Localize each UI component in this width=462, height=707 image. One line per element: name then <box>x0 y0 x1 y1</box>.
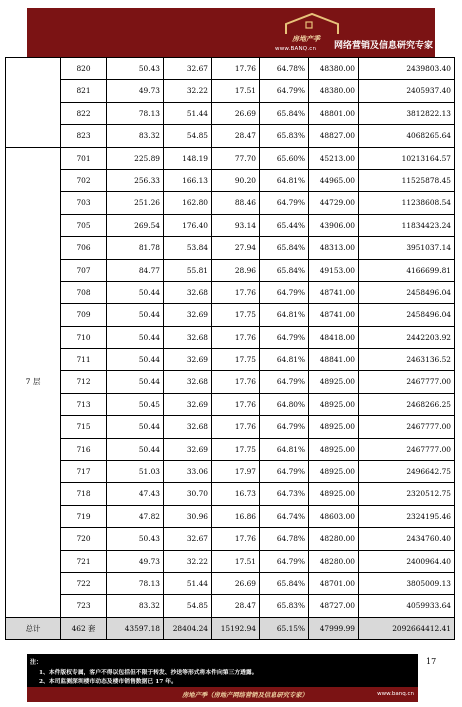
room-cell: 707 <box>61 259 107 281</box>
table-row <box>6 371 455 393</box>
efficiency-cell: 65.60% <box>260 147 309 169</box>
shared-area-cell: 17.75 <box>212 304 260 326</box>
table-row <box>6 58 455 80</box>
notes-title: 注： <box>30 659 43 666</box>
efficiency-cell: 65.84% <box>260 102 309 124</box>
total-price-cell: 2434760.40 <box>359 528 455 550</box>
usable-area-cell: 33.06 <box>164 461 212 483</box>
shared-area-cell: 17.76 <box>212 528 260 550</box>
area-cell: 78.13 <box>107 102 164 124</box>
shared-area-cell: 26.69 <box>212 572 260 594</box>
unit-price-cell: 48925.00 <box>309 483 359 505</box>
area-cell: 47.43 <box>107 483 164 505</box>
unit-price-cell: 48603.00 <box>309 505 359 527</box>
efficiency-cell: 64.79% <box>260 461 309 483</box>
room-cell: 706 <box>61 237 107 259</box>
header-title: 网络营销及信息研究专家 <box>334 41 434 51</box>
area-cell: 256.33 <box>107 169 164 191</box>
area-cell: 269.54 <box>107 214 164 236</box>
efficiency-cell: 64.81% <box>260 304 309 326</box>
header-banner <box>27 8 435 58</box>
room-cell: 701 <box>61 147 107 169</box>
shared-area-cell: 27.94 <box>212 237 260 259</box>
table-row <box>6 393 455 415</box>
usable-area-cell: 32.68 <box>164 326 212 348</box>
shared-area-cell: 26.69 <box>212 102 260 124</box>
room-cell: 718 <box>61 483 107 505</box>
unit-price-cell: 48925.00 <box>309 438 359 460</box>
total-price-cell: 2439803.40 <box>359 58 455 80</box>
total-price-cell: 2468266.25 <box>359 393 455 415</box>
footer-bar <box>27 687 418 702</box>
total-price-cell: 2405937.40 <box>359 80 455 102</box>
room-cell: 717 <box>61 461 107 483</box>
unit-price-cell: 48280.00 <box>309 550 359 572</box>
unit-price-cell: 49153.00 <box>309 259 359 281</box>
total-efficiency-cell: 65.15% <box>260 617 309 639</box>
efficiency-cell: 64.73% <box>260 483 309 505</box>
efficiency-cell: 64.78% <box>260 528 309 550</box>
usable-area-cell: 148.19 <box>164 147 212 169</box>
table-row <box>6 595 455 617</box>
table-row <box>6 147 455 169</box>
area-cell: 83.32 <box>107 595 164 617</box>
area-cell: 49.73 <box>107 80 164 102</box>
room-cell: 823 <box>61 125 107 147</box>
usable-area-cell: 176.40 <box>164 214 212 236</box>
room-cell: 702 <box>61 169 107 191</box>
room-cell: 709 <box>61 304 107 326</box>
table-row <box>6 237 455 259</box>
unit-price-cell: 44965.00 <box>309 169 359 191</box>
floor-cell-continued <box>6 58 61 148</box>
room-cell: 820 <box>61 58 107 80</box>
unit-price-cell: 48380.00 <box>309 58 359 80</box>
unit-price-cell: 45213.00 <box>309 147 359 169</box>
room-cell: 711 <box>61 349 107 371</box>
shared-area-cell: 17.76 <box>212 58 260 80</box>
usable-area-cell: 32.67 <box>164 58 212 80</box>
shared-area-cell: 17.76 <box>212 416 260 438</box>
usable-area-cell: 55.81 <box>164 259 212 281</box>
table-row <box>6 326 455 348</box>
room-cell: 712 <box>61 371 107 393</box>
table-row <box>6 349 455 371</box>
area-cell: 225.89 <box>107 147 164 169</box>
shared-area-cell: 17.76 <box>212 393 260 415</box>
total-price-cell: 3805009.13 <box>359 572 455 594</box>
unit-price-cell: 48925.00 <box>309 416 359 438</box>
area-cell: 50.44 <box>107 349 164 371</box>
usable-area-cell: 32.22 <box>164 550 212 572</box>
notes-line-1: 1、本件版权专属，客户不得以包括但不限于转发、抄送等形式将本件向第三方透露。 <box>39 670 258 676</box>
table-row <box>6 304 455 326</box>
total-price-cell: 4059933.64 <box>359 595 455 617</box>
total-price-cell: 3812822.13 <box>359 102 455 124</box>
usable-area-cell: 32.67 <box>164 528 212 550</box>
room-cell: 705 <box>61 214 107 236</box>
usable-area-cell: 32.68 <box>164 281 212 303</box>
shared-area-cell: 28.47 <box>212 595 260 617</box>
total-price-cell: 2467777.00 <box>359 371 455 393</box>
usable-area-cell: 53.84 <box>164 237 212 259</box>
shared-area-cell: 93.14 <box>212 214 260 236</box>
area-cell: 50.43 <box>107 58 164 80</box>
efficiency-cell: 64.79% <box>260 416 309 438</box>
usable-area-cell: 54.85 <box>164 125 212 147</box>
usable-area-cell: 51.44 <box>164 572 212 594</box>
total-price-cell: 2320512.75 <box>359 483 455 505</box>
shared-area-cell: 28.96 <box>212 259 260 281</box>
shared-area-cell: 17.76 <box>212 326 260 348</box>
unit-price-cell: 48313.00 <box>309 237 359 259</box>
unit-price-cell: 48280.00 <box>309 528 359 550</box>
room-cell: 721 <box>61 550 107 572</box>
shared-area-cell: 17.76 <box>212 371 260 393</box>
total-price-cell: 2467777.00 <box>359 416 455 438</box>
total-price-cell: 2496642.75 <box>359 461 455 483</box>
table-row <box>6 169 455 191</box>
efficiency-cell: 65.44% <box>260 214 309 236</box>
total-price-cell: 2463136.52 <box>359 349 455 371</box>
shared-area-cell: 17.76 <box>212 281 260 303</box>
room-cell: 716 <box>61 438 107 460</box>
area-cell: 49.73 <box>107 550 164 572</box>
total-row <box>6 617 455 639</box>
room-cell: 722 <box>61 572 107 594</box>
efficiency-cell: 64.81% <box>260 349 309 371</box>
shared-area-cell: 28.47 <box>212 125 260 147</box>
efficiency-cell: 65.83% <box>260 125 309 147</box>
total-price-cell: 2442203.92 <box>359 326 455 348</box>
logo-url: www.BANQ.cn <box>275 46 317 52</box>
total-area-cell: 43597.18 <box>107 617 164 639</box>
shared-area-cell: 77.70 <box>212 147 260 169</box>
unit-price-cell: 48841.00 <box>309 349 359 371</box>
table-row <box>6 528 455 550</box>
unit-price-cell: 48925.00 <box>309 393 359 415</box>
usable-area-cell: 54.85 <box>164 595 212 617</box>
total-price-cell: 2458496.04 <box>359 304 455 326</box>
usable-area-cell: 32.69 <box>164 349 212 371</box>
total-price-cell: 4068265.64 <box>359 125 455 147</box>
table-row <box>6 281 455 303</box>
total-shared-area-cell: 15192.94 <box>212 617 260 639</box>
shared-area-cell: 88.46 <box>212 192 260 214</box>
total-price-cell: 11834423.24 <box>359 214 455 236</box>
usable-area-cell: 32.69 <box>164 304 212 326</box>
efficiency-cell: 65.84% <box>260 572 309 594</box>
table-row <box>6 483 455 505</box>
floor-label: 7 层 <box>6 147 61 617</box>
unit-price-cell: 48741.00 <box>309 304 359 326</box>
shared-area-cell: 17.51 <box>212 80 260 102</box>
table-row <box>6 505 455 527</box>
table-row <box>6 80 455 102</box>
efficiency-cell: 64.81% <box>260 438 309 460</box>
shared-area-cell: 17.97 <box>212 461 260 483</box>
sales-table <box>5 57 455 640</box>
shared-area-cell: 90.20 <box>212 169 260 191</box>
room-cell: 720 <box>61 528 107 550</box>
footer-url: www.banq.cn <box>377 691 414 697</box>
room-cell: 713 <box>61 393 107 415</box>
efficiency-cell: 65.83% <box>260 595 309 617</box>
table-row <box>6 572 455 594</box>
shared-area-cell: 16.73 <box>212 483 260 505</box>
usable-area-cell: 30.96 <box>164 505 212 527</box>
efficiency-cell: 64.79% <box>260 80 309 102</box>
unit-price-cell: 48418.00 <box>309 326 359 348</box>
total-price-cell: 11238608.54 <box>359 192 455 214</box>
table-row <box>6 125 455 147</box>
efficiency-cell: 64.78% <box>260 58 309 80</box>
total-price-cell: 10213164.57 <box>359 147 455 169</box>
notes-box <box>27 654 418 702</box>
area-cell: 50.45 <box>107 393 164 415</box>
room-cell: 703 <box>61 192 107 214</box>
unit-price-cell: 48925.00 <box>309 461 359 483</box>
usable-area-cell: 51.44 <box>164 102 212 124</box>
page-number: 17 <box>426 657 437 666</box>
table-row <box>6 214 455 236</box>
room-cell: 821 <box>61 80 107 102</box>
total-price-cell: 2467777.00 <box>359 438 455 460</box>
area-cell: 50.44 <box>107 416 164 438</box>
area-cell: 50.44 <box>107 304 164 326</box>
usable-area-cell: 30.70 <box>164 483 212 505</box>
total-price-cell: 2324195.46 <box>359 505 455 527</box>
total-price-cell: 11525878.45 <box>359 169 455 191</box>
area-cell: 78.13 <box>107 572 164 594</box>
efficiency-cell: 64.79% <box>260 326 309 348</box>
efficiency-cell: 64.79% <box>260 281 309 303</box>
table-row <box>6 438 455 460</box>
room-cell: 710 <box>61 326 107 348</box>
table-row <box>6 102 455 124</box>
area-cell: 81.78 <box>107 237 164 259</box>
efficiency-cell: 64.79% <box>260 192 309 214</box>
total-price-cell: 2400964.40 <box>359 550 455 572</box>
efficiency-cell: 64.74% <box>260 505 309 527</box>
usable-area-cell: 32.68 <box>164 371 212 393</box>
total-price-cell: 2458496.04 <box>359 281 455 303</box>
area-cell: 50.44 <box>107 438 164 460</box>
efficiency-cell: 64.79% <box>260 550 309 572</box>
efficiency-cell: 64.81% <box>260 169 309 191</box>
table-row <box>6 416 455 438</box>
room-cell: 708 <box>61 281 107 303</box>
table-row <box>6 192 455 214</box>
efficiency-cell: 64.79% <box>260 371 309 393</box>
unit-price-cell: 43906.00 <box>309 214 359 236</box>
total-unit-price-cell: 47999.99 <box>309 617 359 639</box>
total-room-cell: 462 套 <box>61 617 107 639</box>
usable-area-cell: 32.69 <box>164 393 212 415</box>
shared-area-cell: 16.86 <box>212 505 260 527</box>
efficiency-cell: 64.80% <box>260 393 309 415</box>
area-cell: 50.44 <box>107 281 164 303</box>
area-cell: 50.43 <box>107 528 164 550</box>
house-logo-icon <box>282 12 342 36</box>
area-cell: 83.32 <box>107 125 164 147</box>
logo-brand: 房地产季 <box>292 34 320 43</box>
unit-price-cell: 48380.00 <box>309 80 359 102</box>
shared-area-cell: 17.75 <box>212 438 260 460</box>
footer-brand: 房地产季（房地产网络营销及信息研究专家） <box>182 692 308 699</box>
unit-price-cell: 48701.00 <box>309 572 359 594</box>
room-cell: 723 <box>61 595 107 617</box>
total-usable-area-cell: 28404.24 <box>164 617 212 639</box>
room-cell: 719 <box>61 505 107 527</box>
unit-price-cell: 44729.00 <box>309 192 359 214</box>
usable-area-cell: 32.22 <box>164 80 212 102</box>
notes-line-2: 2、本司监测深圳楼市动态及楼市销售数据已 17 年。 <box>39 679 177 685</box>
usable-area-cell: 162.80 <box>164 192 212 214</box>
table-row <box>6 259 455 281</box>
total-price-cell: 3951037.14 <box>359 237 455 259</box>
usable-area-cell: 32.69 <box>164 438 212 460</box>
total-price-cell: 4166699.81 <box>359 259 455 281</box>
unit-price-cell: 48925.00 <box>309 371 359 393</box>
area-cell: 84.77 <box>107 259 164 281</box>
usable-area-cell: 32.68 <box>164 416 212 438</box>
unit-price-cell: 48801.00 <box>309 102 359 124</box>
usable-area-cell: 166.13 <box>164 169 212 191</box>
area-cell: 50.44 <box>107 371 164 393</box>
efficiency-cell: 65.84% <box>260 259 309 281</box>
efficiency-cell: 65.84% <box>260 237 309 259</box>
unit-price-cell: 48727.00 <box>309 595 359 617</box>
area-cell: 51.03 <box>107 461 164 483</box>
total-label: 总计 <box>6 617 61 639</box>
table-row <box>6 550 455 572</box>
area-cell: 47.82 <box>107 505 164 527</box>
shared-area-cell: 17.75 <box>212 349 260 371</box>
area-cell: 251.26 <box>107 192 164 214</box>
table-row <box>6 461 455 483</box>
area-cell: 50.44 <box>107 326 164 348</box>
room-cell: 822 <box>61 102 107 124</box>
total-total-price-cell: 2092664412.41 <box>359 617 455 639</box>
unit-price-cell: 48827.00 <box>309 125 359 147</box>
unit-price-cell: 48741.00 <box>309 281 359 303</box>
room-cell: 715 <box>61 416 107 438</box>
shared-area-cell: 17.51 <box>212 550 260 572</box>
